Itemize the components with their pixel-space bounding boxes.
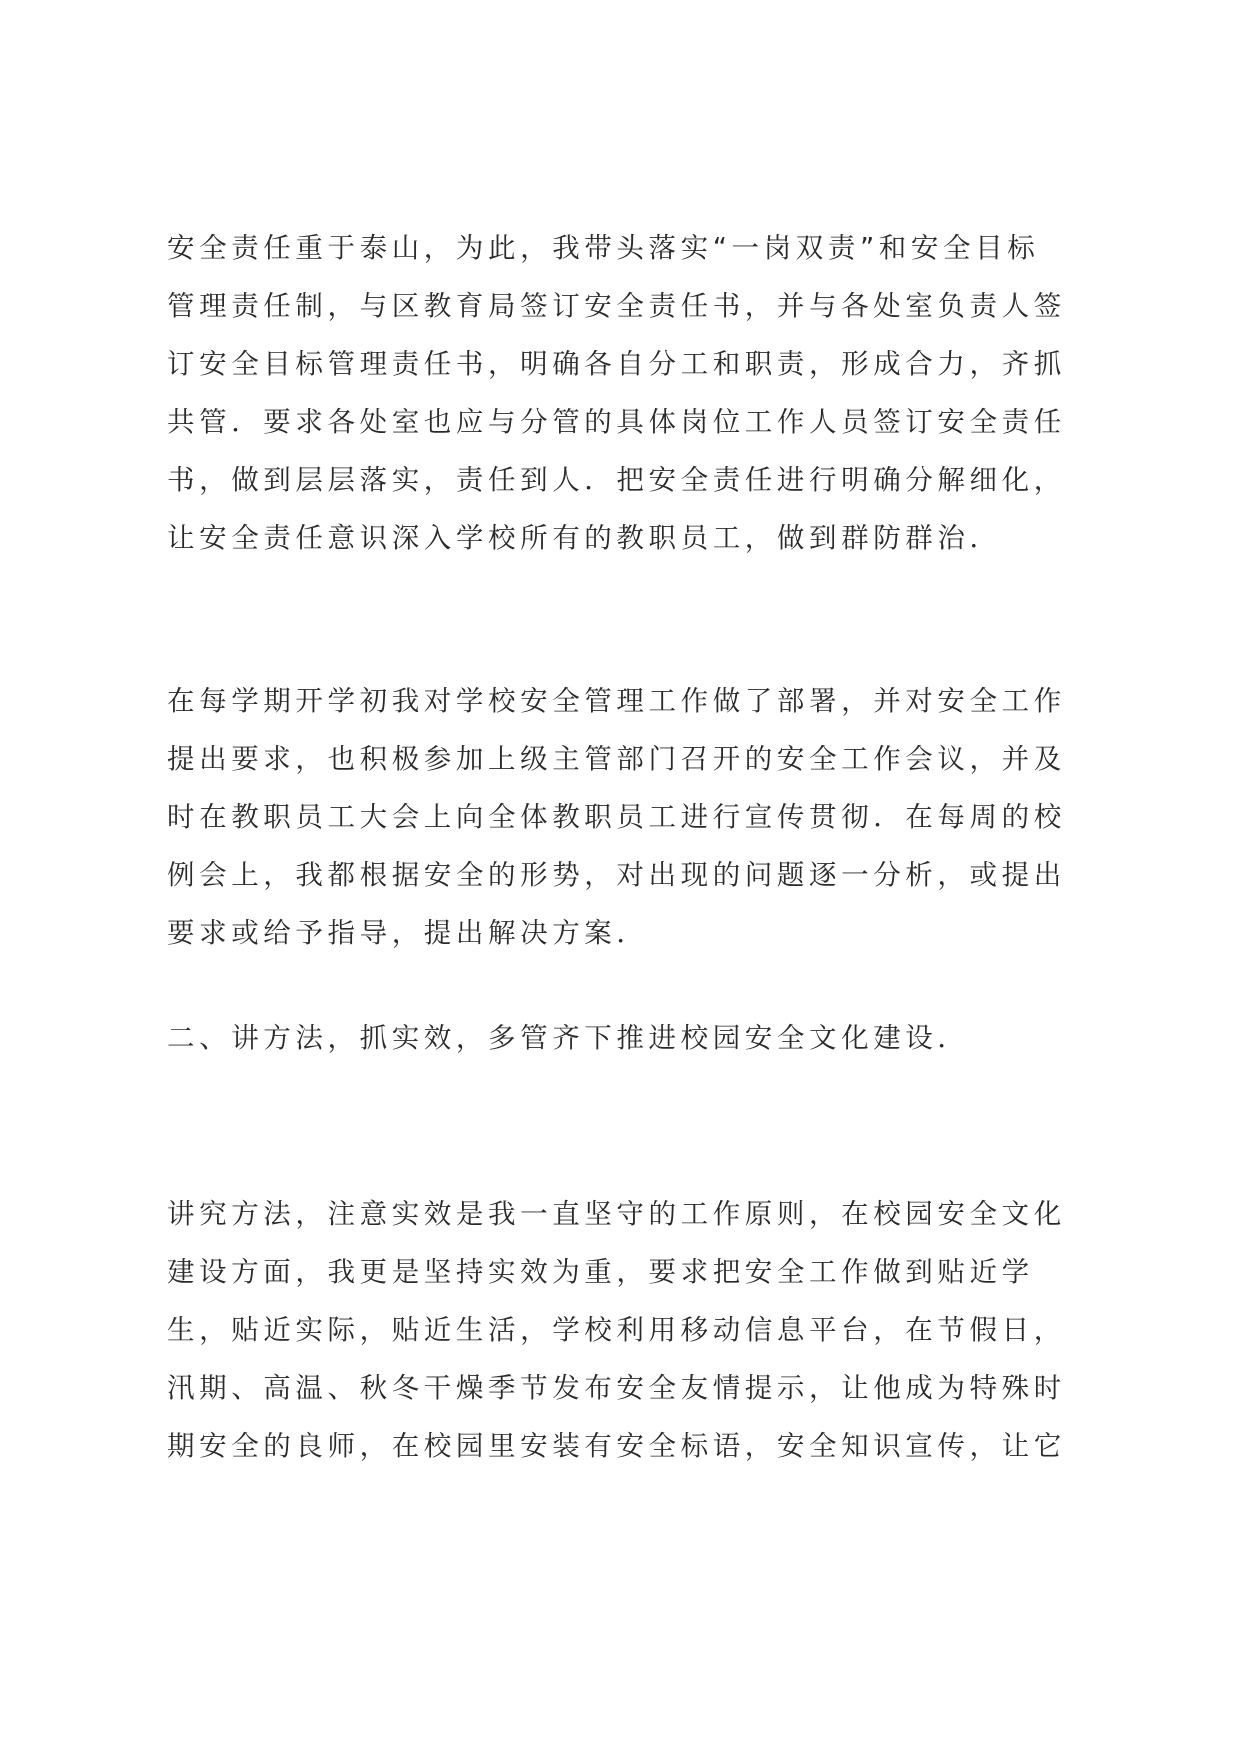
text-line: 汛期、高温、秋冬干燥季节发布安全友情提示，让他成为特殊时 xyxy=(167,1372,1066,1404)
text-line: 提出要求，也积极参加上级主管部门召开的安全工作会议，并及 xyxy=(167,743,1066,775)
text-line: 期安全的良师，在校园里安装有安全标语，安全知识宣传，让它 xyxy=(167,1430,1066,1462)
text-line: 安全责任重于泰山，为此，我带头落实“一岗双责”和安全目标 xyxy=(167,232,1040,264)
text-line: 时在教职员工大会上向全体教职员工进行宣传贯彻．在每周的校 xyxy=(167,801,1066,833)
text-line: 让安全责任意识深入学校所有的教职员工，做到群防群治． xyxy=(167,522,1002,554)
text-line: 讲究方法，注意实效是我一直坚守的工作原则，在校园安全文化 xyxy=(167,1198,1066,1230)
text-line: 例会上，我都根据安全的形势，对出现的问题逐一分析，或提出 xyxy=(167,859,1066,891)
text-line: 二、讲方法，抓实效，多管齐下推进校园安全文化建设． xyxy=(167,1022,970,1054)
text-line: 订安全目标管理责任书，明确各自分工和职责，形成合力，齐抓 xyxy=(167,348,1066,380)
text-line: 建设方面，我更是坚持实效为重，要求把安全工作做到贴近学 xyxy=(167,1256,1034,1288)
text-line: 书，做到层层落实，责任到人．把安全责任进行明确分解细化， xyxy=(167,464,1066,496)
text-line: 要求或给予指导，提出解决方案． xyxy=(167,917,649,949)
text-line: 共管．要求各处室也应与分管的具体岗位工作人员签订安全责任 xyxy=(167,406,1066,438)
text-line: 生，贴近实际，贴近生活，学校利用移动信息平台，在节假日， xyxy=(167,1314,1066,1346)
text-line: 在每学期开学初我对学校安全管理工作做了部署，并对安全工作 xyxy=(167,685,1066,717)
text-line: 管理责任制，与区教育局签订安全责任书，并与各处室负责人签 xyxy=(167,290,1066,322)
